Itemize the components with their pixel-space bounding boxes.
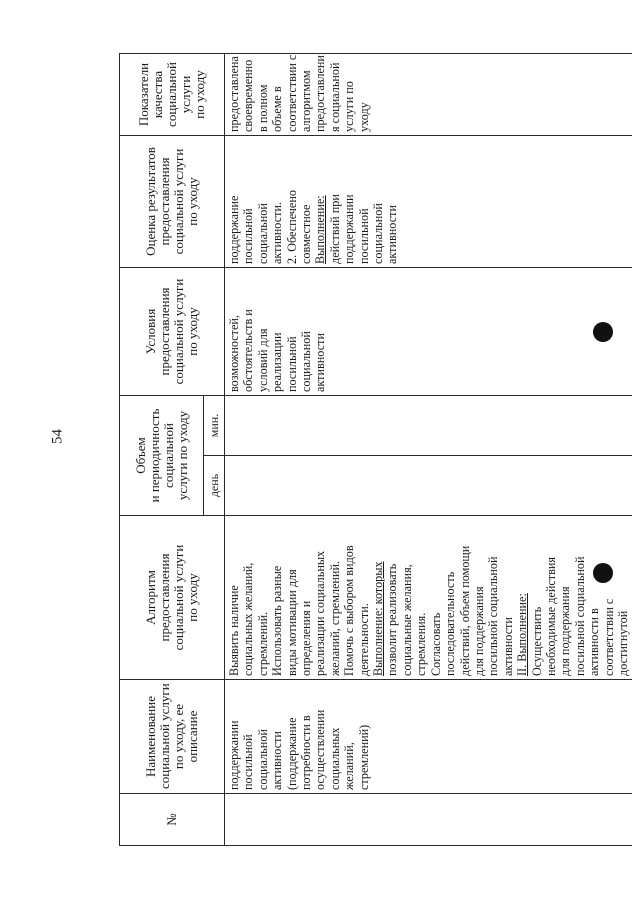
cell-name [225,680,632,794]
cell-conditions-line: возможностей, [227,315,241,392]
cell-algorithm-line: социальных желаний, [241,562,256,676]
cell-algorithm-line: стремления. [414,612,429,676]
cell-evaluation-line: социальной [255,203,270,264]
header-volume-line: социальной [160,423,176,488]
header-name-line: социальной услуги [157,683,172,789]
header-volume-day: день [204,456,225,516]
header-volume-line: Объем [132,437,148,474]
header-algorithm-line: Алгоритм [143,570,158,625]
cell-name-line: (поддержание [284,717,299,790]
header-evaluation-line: социальной услуги [171,148,186,255]
header-algorithm-line: по уходу [185,573,200,622]
cell-algorithm-line: посильной социальной [572,556,587,676]
cell-conditions-line: посильной [284,336,299,392]
cell-name-line: посильной [241,734,256,790]
cell-volume-day [225,456,632,516]
cell-algorithm-line: для поддержания [471,586,486,676]
cell-algorithm-line: для поддержания [558,586,573,676]
header-evaluation [120,135,225,267]
header-evaluation-line: предоставления [157,157,172,246]
cell-conditions-line: условий для [255,328,270,392]
cell-volume-min [225,395,632,455]
cell-conditions [225,267,632,395]
cell-name-line: социальной [255,729,270,790]
header-name-line: по уходу, ее [171,703,186,770]
header-indicators [120,53,225,135]
cell-evaluation [225,135,632,267]
cell-algorithm-line: стремлений. [255,611,270,676]
header-conditions-line: социальной услуги [171,278,186,385]
cell-evaluation-line: активности [385,205,400,264]
cell-algorithm-line: последовательность [443,571,458,676]
cell-algorithm-line: действий, объем помощи [457,545,472,676]
cell-indicators-line: объеме в [270,86,285,132]
header-conditions-line: предоставления [157,287,172,376]
cell-algorithm-line: Использовать разные [270,565,285,676]
cell-evaluation-line: посильной [356,208,371,264]
header-indicators-line: качества [150,70,165,119]
cell-algorithm-line: Осуществить [529,606,544,676]
cell-evaluation-line: совместное [299,204,314,264]
cell-algorithm-line: Выявить наличие [227,585,241,676]
cell-algorithm-line: активности [500,617,515,676]
cell-indicators-line: услуги по [342,81,357,132]
header-name-line: описание [185,710,200,763]
header-volume-line: и периодичность [146,408,162,503]
rotated-table-wrapper [119,54,630,846]
cell-algorithm-line: достигнутой [615,610,630,676]
cell-algorithm-line: соответствии с [601,598,616,676]
cell-algorithm [225,516,632,680]
cell-indicators-line: предоставлени [313,55,328,132]
cell-indicators-line: уходу [356,102,371,132]
cell-indicators-line: в полном [255,84,270,132]
header-volume-line: услуги по уходу [174,410,190,501]
header-indicators-line: Показатели [136,62,151,127]
cell-algorithm-line: позволит реализовать [385,563,400,676]
cell-name-line: желаний, [342,742,357,790]
header-conditions-line: Условия [143,308,158,355]
cell-evaluation-line: поддержание [227,195,241,264]
cell-evaluation-line: 2. Обеспечено [284,190,299,264]
cell-algorithm-line: социальные желания, [399,564,414,676]
header-algorithm-line: социальной услуги [171,544,186,651]
cell-name-line: стремлений) [356,724,371,790]
header-volume [120,395,204,515]
cell-conditions-line: реализации [270,332,285,392]
header-conditions [120,267,225,395]
cell-name-line: поддержании [227,720,241,790]
cell-algorithm-line: посильной социальной [486,556,501,676]
header-name-line: Наименование [143,696,158,777]
cell-indicators-line: я социальной [327,62,342,132]
header-name [120,680,225,794]
cell-algorithm-line: Выполнение: которых [371,561,386,676]
header-algorithm [120,516,225,680]
social-service-table [119,53,632,846]
cell-evaluation-line: активности. [270,201,285,264]
cell-algorithm-line: виды мотивации для [284,569,299,676]
cell-conditions-line: обстоятельств и [241,309,256,392]
cell-evaluation-line: социальной [371,203,386,264]
cell-evaluation-line: поддержании [342,194,357,264]
cell-algorithm-line: деятельности. [356,603,371,676]
header-number: № [120,794,225,846]
cell-algorithm-line: определения и [299,600,314,676]
cell-name-line: потребности в [299,715,314,790]
cell-indicators-line: своевременно [241,59,256,132]
cell-algorithm-line: II. Выполнение: [515,593,530,676]
header-algorithm-line: предоставления [157,553,172,642]
cell-name-line: активности [270,731,285,790]
header-indicators-line: по уходу [192,70,207,119]
header-volume-min: мин. [204,395,225,455]
cell-algorithm-line: активности в [587,608,602,676]
cell-evaluation-line: посильной [241,208,256,264]
cell-evaluation-line: Выполнение: [313,195,328,264]
header-indicators-line: социальной [164,62,179,127]
cell-algorithm-line: необходимые действия [543,557,558,676]
cell-indicators-line: алгоритмом [299,70,314,132]
header-evaluation-line: Оценка результатов [143,147,158,256]
cell-algorithm-line: Согласовать [428,612,443,676]
header-conditions-line: по уходу [185,307,200,356]
cell-algorithm-line: желаний, стремлений. [327,560,342,676]
header-evaluation-line: по уходу [185,177,200,226]
cell-indicators-line: соответствии с [284,54,299,132]
cell-conditions-line: социальной [299,331,314,392]
cell-algorithm-line: реализации социальных [313,550,328,676]
page-number: 54 [49,429,66,444]
cell-conditions-line: активности [313,333,328,392]
cell-number [225,794,632,846]
header-indicators-line: услуги [178,75,193,114]
cell-name-line: социальных [327,727,342,790]
table-row [225,53,632,845]
cell-indicators-line: предоставлена [227,56,241,132]
cell-evaluation-line: действий при [327,194,342,264]
cell-indicators [225,53,632,135]
cell-algorithm-line: Помочь с выбором видов [342,545,357,676]
cell-name-line: осуществлении [313,709,328,790]
